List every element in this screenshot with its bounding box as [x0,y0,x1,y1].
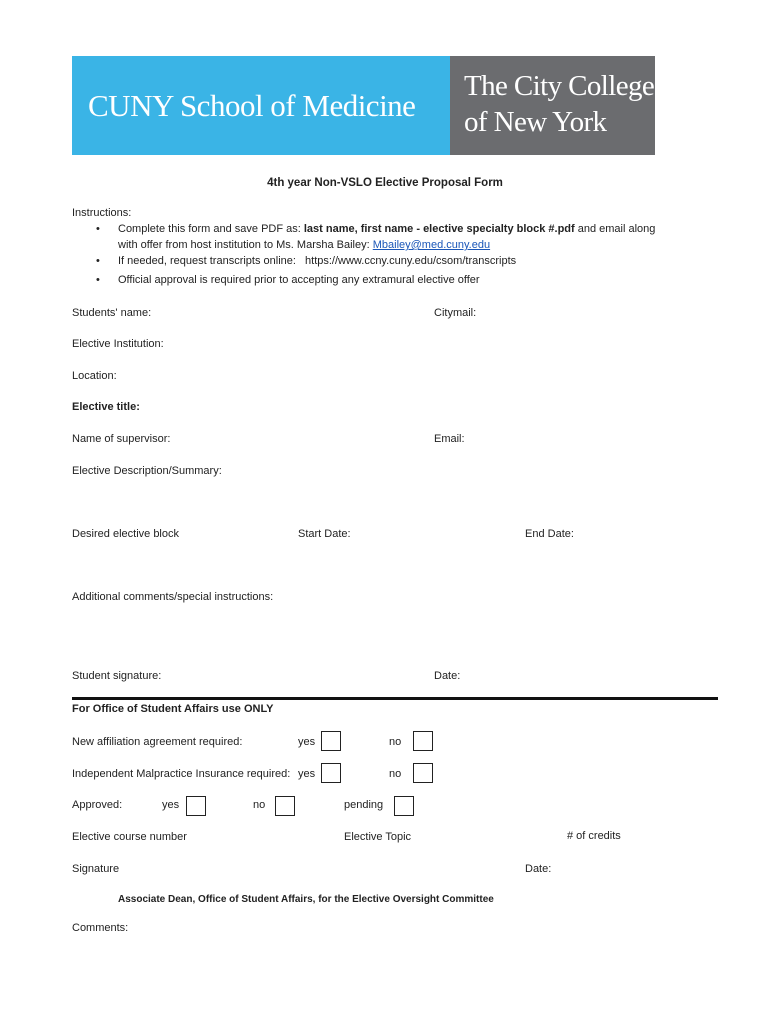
approved-pending-checkbox[interactable] [394,796,414,816]
signature-date-label: Date: [434,670,461,682]
approved-yes-label: yes [162,799,180,811]
students-name-label: Students' name: [72,307,152,319]
instructions-label: Instructions: [72,207,132,219]
office-heading: For Office of Student Affairs use ONLY [72,703,274,715]
affiliation-yes-label: yes [298,736,316,748]
approved-yes-checkbox[interactable] [186,796,206,816]
citymail-label: Citymail: [434,307,477,319]
bullet1-prefix: Complete this form and save PDF as: [118,223,304,235]
malpractice-no-label: no [389,768,402,780]
location-label: Location: [72,370,117,382]
office-signature-label: Signature [72,863,120,875]
section-divider [72,697,718,700]
approved-no-label: no [253,799,266,811]
course-number-label: Elective course number [72,831,187,843]
form-title: 4th year Non-VSLO Elective Proposal Form [267,177,503,189]
desired-block-label: Desired elective block [72,528,179,540]
affiliation-no-checkbox[interactable] [413,731,433,751]
student-signature-label: Student signature: [72,670,162,682]
right-logo-line1: The City College [464,70,655,102]
bullet1-filename-format: last name, first name - elective specialty block #.pdf [303,223,575,235]
description-label: Elective Description/Summary: [72,465,222,477]
marsha-bailey-email-link[interactable]: Mbailey@med.cuny.edu [372,239,491,251]
end-date-label: End Date: [525,528,574,540]
instruction-bullet-1-line2 [118,239,490,251]
right-logo-line2: of New York [464,106,607,138]
instruction-bullet-2 [118,255,516,267]
credits-label: # of credits [567,830,621,842]
malpractice-no-checkbox[interactable] [413,763,433,783]
approved-no-checkbox[interactable] [275,796,295,816]
bullet1-line2: with offer from host institution to Ms. Marsha Bailey: [118,239,373,251]
approved-pending-label: pending [344,799,384,811]
instruction-bullet-1 [118,223,655,235]
comments-label: Comments: [72,922,129,934]
bullet2-text: If needed, request transcripts online: [118,255,296,267]
supervisor-label: Name of supervisor: [72,433,171,445]
start-date-label: Start Date: [298,528,351,540]
cuny-school-of-medicine-logo [72,56,450,155]
city-college-logo [450,56,655,155]
malpractice-label: Independent Malpractice Insurance required: [72,768,291,780]
affiliation-yes-checkbox[interactable] [321,731,341,751]
left-logo-text: CUNY School of Medicine [88,87,416,123]
affiliation-no-label: no [389,736,402,748]
malpractice-yes-label: yes [298,768,316,780]
malpractice-yes-checkbox[interactable] [321,763,341,783]
affiliation-label: New affiliation agreement required: [72,736,243,748]
supervisor-email-label: Email: [434,433,465,445]
instruction-bullet-3: • Official approval is required prior to accepting any extramural elective offer [118,274,480,286]
transcripts-url[interactable]: https://www.ccny.cuny.edu/csom/transcripts [305,255,517,267]
additional-comments-label: Additional comments/special instructions: [72,591,274,603]
elective-institution-label: Elective Institution: [72,338,164,350]
approved-label: Approved: [72,799,123,811]
office-date-label: Date: [525,863,552,875]
bullet1-suffix: and email along [574,223,656,235]
elective-title-label: Elective title: [72,401,140,413]
elective-topic-label: Elective Topic [344,831,412,843]
associate-dean-caption: Associate Dean, Office of Student Affairs, for the Elective Oversight Committee [118,894,494,905]
